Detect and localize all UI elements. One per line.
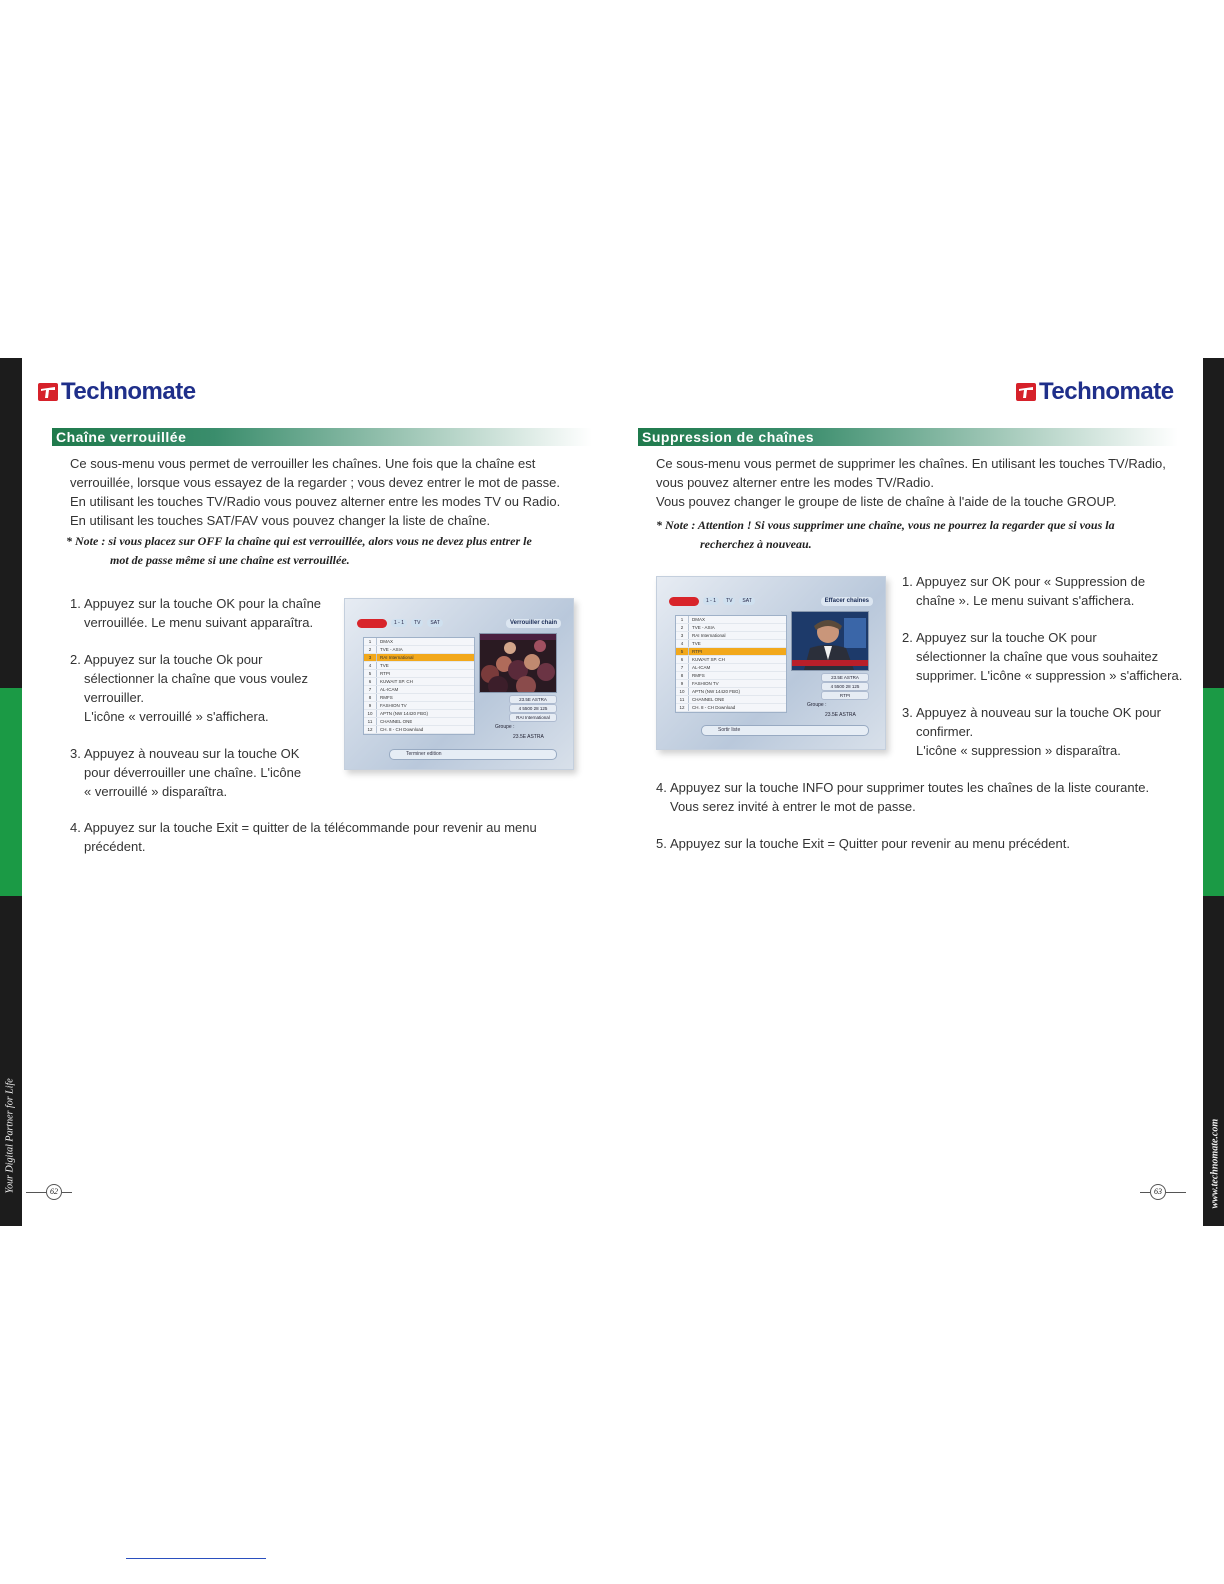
tv-group-value: 23.5E ASTRA [825,712,856,718]
tv-channel-list [675,615,787,713]
tv-indicator: 1 - 1 [391,619,407,627]
channel-row: 5 RTPI [364,670,474,678]
tv-group-label: Groupe : [495,724,515,730]
right-intro-line: Vous pouvez changer le groupe de liste de chaîne à l'aide de la touche GROUP. [656,494,1117,509]
tv-channel-list [363,637,475,735]
right-step-1: 1. Appuyez sur OK pour « Suppression de chaîne ». Le menu suivant s'affichera. [902,574,1146,608]
left-step-1: 1. Appuyez sur la touche OK pour la chaîne verrouillée. Le menu suivant apparaîtra. [70,596,322,630]
right-intro-line: vous pouvez alterner entre les modes TV/Radio. [656,475,934,490]
tv-info-satellite: 23.5E ASTRA [509,695,557,704]
left-note-line: * Note : si vous placez sur OFF la chaîne qui est verrouillée, alors vous ne devez plus entrer le [66,534,532,548]
tv-indicator: TV [723,597,735,605]
tv-indicator: SAT [427,619,442,627]
right-step-3: 3. Appuyez à nouveau sur la touche OK pour confirmer. L'icône « suppression » disparaîtra. [902,705,1161,758]
channel-row: 8 RMFS [676,672,786,680]
brand-name: Technomate [1039,378,1174,405]
left-intro-line: verrouillée, lorsque vous essayez de la regarder ; vous devez entrer le mot de passe. [70,475,560,490]
channel-row-selected: 3 RAI International [364,654,474,662]
channel-row: 7 AL-ICAM [364,686,474,694]
channel-row: 6 KUWAIT SP. CH [676,656,786,664]
footer-link-underline [126,1558,266,1559]
tv-info-satellite: 23.5E ASTRA [821,673,869,682]
tv-info-frequency: 4 5500 28 125 [821,682,869,691]
tv-red-pill [669,597,699,606]
channel-row: 11 CHANNEL ONE [676,696,786,704]
right-step-5: 5. Appuyez sur la touche Exit = Quitter pour revenir au menu précédent. [656,836,1070,851]
tv-info-channel: RTPI [821,691,869,700]
left-brand-logo [38,378,196,406]
left-step-4: 4. Appuyez sur la touche Exit = quitter de la télécommande pour revenir au menu précédent. [70,820,537,854]
tv-preview-crowd-image [479,633,557,693]
left-section-title: Chaîne verrouillée [56,429,187,445]
channel-row: 2 TVE - ASIA [364,646,474,654]
tv-group-label: Groupe : [807,702,827,708]
left-tv-screenshot [344,598,574,770]
channel-row: 9 FASHION TV [676,680,786,688]
channel-row: 4 TVE [364,662,474,670]
right-note-line: recherchez à nouveau. [700,537,812,551]
brand-name: Technomate [61,378,196,405]
tv-menu-title: Effacer chaînes [821,597,873,606]
left-intro-line: Ce sous-menu vous permet de verrouiller les chaînes. Une fois que la chaîne est [70,456,536,471]
channel-row: 8 RMFS [364,694,474,702]
right-note [656,516,1196,554]
left-section-header [52,428,592,446]
left-side-green-band [0,688,22,896]
right-intro [656,454,1186,511]
channel-row: 3 RAI International [676,632,786,640]
left-step-2: 2. Appuyez sur la touche Ok pour sélectionner la chaîne que vous voulez verrouiller. L'icône « verrouillé » s'affichera. [70,652,309,724]
channel-row: 10 APTN (NW 14420 FBG) [676,688,786,696]
tv-info-frequency: 4 5500 28 125 [509,704,557,713]
channel-row: 11 CHANNEL ONE [364,718,474,726]
right-tagline: www.technomate.com [1209,1118,1221,1209]
channel-row: 9 FASHION TV [364,702,474,710]
channel-row: 1 DMAX [364,638,474,646]
left-intro [70,454,590,530]
channel-row: 4 TVE [676,640,786,648]
left-step-3: 3. Appuyez à nouveau sur la touche OK pour déverrouiller une chaîne. L'icône « verrouillé » disparaîtra. [70,746,302,799]
right-page-number: 63 [1140,1184,1186,1200]
technomate-logo-icon [38,381,60,403]
right-section-title: Suppression de chaînes [642,429,815,445]
channel-row: 12 CH. 8 - CH Download [364,726,474,734]
left-note [66,532,606,570]
tv-bottom-button: Terminer edition [389,749,557,760]
left-intro-line: En utilisant les touches SAT/FAV vous pouvez changer la liste de chaîne. [70,513,491,528]
manual-spread [0,358,1224,1226]
right-step-4: 4. Appuyez sur la touche INFO pour supprimer toutes les chaînes de la liste courante. Vous serez invité à entrer le mot de passe. [656,780,1150,814]
right-note-line: * Note : Attention ! Si vous supprimer une chaîne, vous ne pourrez la regarder que si vous la [656,518,1115,532]
tv-indicator: TV [411,619,423,627]
tv-indicator: 1 - 1 [703,597,719,605]
left-note-line: mot de passe même si une chaîne est verrouillée. [110,553,350,567]
right-section-header [638,428,1178,446]
left-tagline: Your Digital Partner for Life [4,1078,16,1194]
tv-menu-title: Verrouiller chain [506,619,561,628]
right-step-2: 2. Appuyez sur la touche OK pour sélectionner la chaîne que vous souhaitez supprimer. L'icône « suppression » s'affichera. [902,630,1183,683]
channel-row: 12 CH. 8 - CH Download [676,704,786,712]
tv-topbar [357,617,561,629]
right-brand-logo [1016,378,1174,406]
channel-row: 10 APTN (NW 14420 FBG) [364,710,474,718]
channel-row: 6 KUWAIT SP. CH [364,678,474,686]
right-side-green-band [1203,688,1224,896]
left-page-number: 62 [26,1184,72,1200]
right-side-strip [1203,358,1224,1226]
tv-group-value: 23.5E ASTRA [513,734,544,740]
tv-topbar [669,595,873,607]
left-intro-line: En utilisant les touches TV/Radio vous pouvez alterner entre les modes TV ou Radio. [70,494,561,509]
right-tv-screenshot [656,576,886,750]
channel-row-selected: 5 RTPI [676,648,786,656]
channel-row: 1 DMAX [676,616,786,624]
tv-indicator: SAT [739,597,754,605]
tv-info-channel: RAI International [509,713,557,722]
tv-red-pill [357,619,387,628]
technomate-logo-icon [1016,381,1038,403]
tv-bottom-button: Sortir liste [701,725,869,736]
channel-row: 2 TVE - ASIA [676,624,786,632]
channel-row: 7 AL-ICAM [676,664,786,672]
tv-preview-newsreader-image [791,611,869,671]
right-intro-line: Ce sous-menu vous permet de supprimer les chaînes. En utilisant les touches TV/Radio, [656,456,1166,471]
